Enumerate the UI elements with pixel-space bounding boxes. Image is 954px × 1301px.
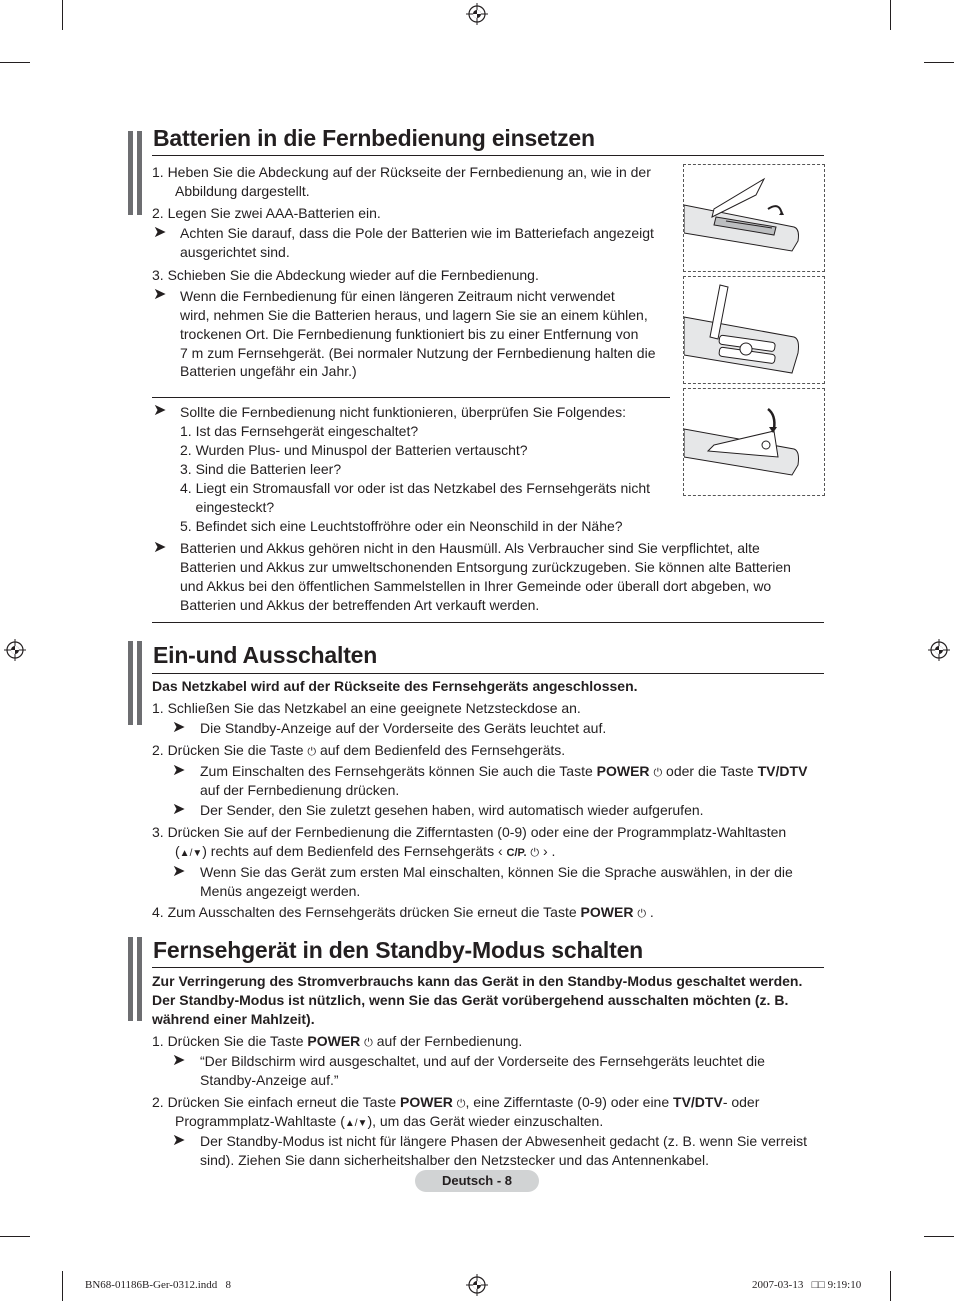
note-text: sind). Ziehen Sie dann sicherheitshalber den Netzstecker und das Antennenkabel. bbox=[200, 1152, 709, 1168]
crop-mark bbox=[924, 62, 954, 63]
cp-button-label: C/P. bbox=[506, 847, 527, 859]
step-text-part: ), um das Gerät wieder einzuschalten. bbox=[367, 1113, 604, 1129]
step-text-part: 2. Drücken Sie einfach erneut die Taste bbox=[152, 1094, 397, 1110]
section-title-standby: Fernsehgerät in den Standby-Modus schalten bbox=[153, 937, 644, 963]
crop-mark bbox=[62, 0, 63, 30]
note-arrow-icon: ➤ bbox=[172, 1132, 186, 1149]
registration-mark-icon bbox=[466, 3, 488, 25]
power-symbol-icon: ⏻ bbox=[456, 1098, 466, 1110]
section-title-batteries: Batterien in die Fernbedienung einsetzen bbox=[153, 125, 595, 151]
intro-text: Zur Verringerung des Stromverbrauchs kann das Gerät in den Standby-Modus geschaltet werden. bbox=[152, 973, 803, 989]
note-arrow-icon: ➤ bbox=[172, 719, 186, 736]
intro-text: während einer Mahlzeit). bbox=[152, 1011, 315, 1027]
note-text: und Akkus bei den öffentlichen Sammelstellen in Ihrer Gemeinde oder überall dort abgeben, wo bbox=[180, 578, 772, 594]
remote-illustration-insert-batteries bbox=[683, 276, 825, 384]
remote-illustration-open-cover bbox=[683, 164, 825, 272]
note-text: Menüs angezeigt werden. bbox=[200, 883, 361, 899]
note-text: Batterien und Akkus gehören nicht in den Hausmüll. Als Verbraucher sind Sie verpflichtet, alte bbox=[180, 540, 760, 556]
registration-mark-icon bbox=[4, 639, 26, 661]
heading-rule bbox=[152, 967, 824, 968]
heading-rule bbox=[152, 673, 824, 674]
page-number-label: Deutsch - 8 bbox=[415, 1170, 539, 1192]
heading-rule bbox=[152, 155, 824, 156]
step-text: 4. Zum Ausschalten des Fernsehgeräts drücken Sie erneut die Taste POWER ⏻ . bbox=[152, 904, 654, 920]
note-text: “Der Bildschirm wird ausgeschaltet, und auf der Vorderseite des Fernsehgeräts leuchtet die bbox=[200, 1053, 765, 1069]
note-text: Wenn Sie das Gerät zum ersten Mal einschalten, können Sie die Sprache auswählen, in der die bbox=[200, 864, 793, 880]
note-text-part: Zum Einschalten des Fernsehgeräts können Sie auch die Taste bbox=[200, 763, 593, 779]
crop-mark bbox=[924, 1236, 954, 1237]
channel-up-down-icon: ▲/▼ bbox=[179, 848, 203, 859]
registration-mark-icon bbox=[928, 639, 950, 661]
note-text: auf der Fernbedienung drücken. bbox=[200, 782, 400, 798]
step-text: Abbildung dargestellt. bbox=[175, 183, 310, 199]
file-info: BN68-01186B-Ger-0312.indd 8 bbox=[85, 1279, 232, 1291]
step-text: 1. Heben Sie die Abdeckung auf der Rückseite der Fernbedienung an, wie in der bbox=[152, 164, 651, 180]
checklist-item: 1. Ist das Fernsehgerät eingeschaltet? bbox=[180, 423, 419, 439]
tvdtv-button-label: TV/DTV bbox=[757, 763, 808, 779]
power-button-label: POWER bbox=[400, 1094, 453, 1110]
power-button-label: POWER bbox=[307, 1033, 361, 1049]
checklist-item: 4. Liegt ein Stromausfall vor oder ist das Netzkabel des Fernsehgeräts nicht bbox=[180, 480, 651, 496]
section-end-rule bbox=[152, 622, 824, 623]
note-text: ausgerichtet sind. bbox=[180, 244, 290, 260]
step-text bbox=[152, 741, 565, 762]
tvdtv-button-label: TV/DTV bbox=[673, 1094, 723, 1110]
note-text: Batterien ungefähr ein Jahr.) bbox=[180, 363, 357, 379]
step-text-part: Programmplatz-Wahltaste ( bbox=[175, 1113, 345, 1129]
checklist-item: 3. Sind die Batterien leer? bbox=[180, 461, 342, 477]
note-arrow-icon: ➤ bbox=[153, 539, 167, 556]
step-text-part: ) rechts auf dem Bedienfeld des Fernsehgeräts bbox=[202, 843, 495, 859]
power-symbol-icon: ⏻ bbox=[637, 908, 647, 920]
note-text: Der Sender, den Sie zuletzt gesehen haben, wird automatisch wieder aufgerufen. bbox=[200, 802, 704, 818]
power-symbol-icon: ⏻ bbox=[364, 1037, 373, 1049]
power-symbol-icon: ⏻ bbox=[307, 746, 317, 758]
note-arrow-icon: ➤ bbox=[172, 762, 186, 779]
step-text-part: auf der Fernbedienung. bbox=[376, 1033, 523, 1049]
checklist-item: eingesteckt? bbox=[180, 499, 275, 515]
power-symbol-icon: ⏻ bbox=[530, 847, 540, 859]
note-text: Batterien und Akkus zur umweltschonenden Entsorgung zurückzugeben. Sie können alte Batterien bbox=[180, 559, 791, 575]
heading-marker bbox=[128, 937, 144, 1021]
intro-text: Der Standby-Modus ist nützlich, wenn Sie das Gerät vorübergehend ausschalten möchten (z. B. bbox=[152, 992, 789, 1008]
crop-mark bbox=[890, 1271, 891, 1301]
step-text-part: - oder bbox=[722, 1094, 760, 1110]
step-text bbox=[152, 1032, 522, 1053]
step-text-part: auf dem Bedienfeld des Fernsehgeräts. bbox=[319, 742, 566, 758]
checklist-item: 5. Befindet sich eine Leuchtstoffröhre oder ein Neonschild in der Nähe? bbox=[180, 518, 623, 534]
step-text-part: , eine Zifferntaste (0-9) oder eine bbox=[465, 1094, 670, 1110]
note-arrow-icon: ➤ bbox=[172, 863, 186, 880]
step-text-part: 1. Drücken Sie die Taste bbox=[152, 1033, 304, 1049]
note-text: Standby-Anzeige auf.” bbox=[200, 1072, 339, 1088]
heading-marker bbox=[128, 641, 144, 725]
note-arrow-icon: ➤ bbox=[172, 1052, 186, 1069]
checklist-item: 2. Wurden Plus- und Minuspol der Batterien vertauscht? bbox=[180, 442, 528, 458]
power-symbol-icon: ⏻ bbox=[653, 767, 663, 779]
note-text-part: oder die Taste bbox=[666, 763, 754, 779]
note-text: 7 m zum Fernsehgerät. (Bei normaler Nutzung der Fernbedienung halten die bbox=[180, 345, 656, 361]
note-text: Die Standby-Anzeige auf der Vorderseite des Geräts leuchtet auf. bbox=[200, 720, 607, 736]
step-text-part: ( bbox=[175, 843, 180, 859]
crop-mark bbox=[0, 62, 30, 63]
step-text: 1. Schließen Sie das Netzkabel an eine geeignete Netzsteckdose an. bbox=[152, 700, 581, 716]
channel-up-down-icon: ▲/▼ bbox=[344, 1118, 368, 1129]
registration-mark-icon bbox=[466, 1274, 488, 1296]
panel-left-icon: ‹ bbox=[497, 843, 503, 859]
step-text: (▲/▼) rechts auf dem Bedienfeld des Fernsehgeräts ‹ C/P. ⏻ › . bbox=[175, 843, 556, 859]
step-text bbox=[175, 1112, 603, 1133]
remote-illustration-close-cover bbox=[683, 388, 825, 496]
step-text-part: 2. Drücken Sie die Taste bbox=[152, 742, 304, 758]
step-text: 3. Drücken Sie auf der Fernbedienung die Zifferntasten (0-9) oder eine der Programmplatz-Wahltasten bbox=[152, 824, 787, 840]
note-text: Batterien und Akkus der betreffenden Art verkauft werden. bbox=[180, 597, 540, 613]
note-arrow-icon: ➤ bbox=[153, 224, 167, 241]
crop-mark bbox=[890, 0, 891, 30]
section-title-power: Ein-und Ausschalten bbox=[153, 642, 378, 668]
note-arrow-icon: ➤ bbox=[172, 801, 186, 818]
power-button-label: POWER bbox=[596, 763, 650, 779]
note-arrow-icon: ➤ bbox=[153, 286, 167, 303]
step-text-part: 4. Zum Ausschalten des Fernsehgeräts drücken Sie erneut die Taste bbox=[152, 904, 577, 920]
note-text: Achten Sie darauf, dass die Pole der Batterien wie im Batteriefach angezeigt bbox=[180, 225, 654, 241]
print-timestamp: 2007-03-13 □□ 9:19:10 bbox=[752, 1279, 862, 1291]
power-button-label: POWER bbox=[580, 904, 634, 920]
note-arrow-icon: ➤ bbox=[153, 402, 167, 419]
note-text: Wenn die Fernbedienung für einen längeren Zeitraum nicht verwendet bbox=[180, 288, 615, 304]
note-text: Der Standby-Modus ist nicht für längere Phasen der Abwesenheit gedacht (z. B. wenn Sie verreist bbox=[200, 1133, 807, 1149]
note-text: wird, nehmen Sie die Batterien heraus, und lagern Sie sie an einem kühlen, bbox=[180, 307, 648, 323]
panel-right-icon: › bbox=[543, 843, 548, 859]
divider bbox=[152, 397, 670, 398]
crop-mark bbox=[62, 1271, 63, 1301]
step-text: 2. Legen Sie zwei AAA-Batterien ein. bbox=[152, 205, 381, 221]
note-text: trockenen Ort. Die Fernbedienung funktioniert bis zu einer Entfernung von bbox=[180, 326, 639, 342]
intro-text: Das Netzkabel wird auf der Rückseite des Fernsehgeräts angeschlossen. bbox=[152, 678, 638, 694]
note-text: Sollte die Fernbedienung nicht funktionieren, überprüfen Sie Folgendes: bbox=[180, 404, 626, 420]
heading-marker bbox=[128, 131, 144, 215]
step-text: 3. Schieben Sie die Abdeckung wieder auf die Fernbedienung. bbox=[152, 267, 539, 283]
crop-mark bbox=[0, 1236, 30, 1237]
